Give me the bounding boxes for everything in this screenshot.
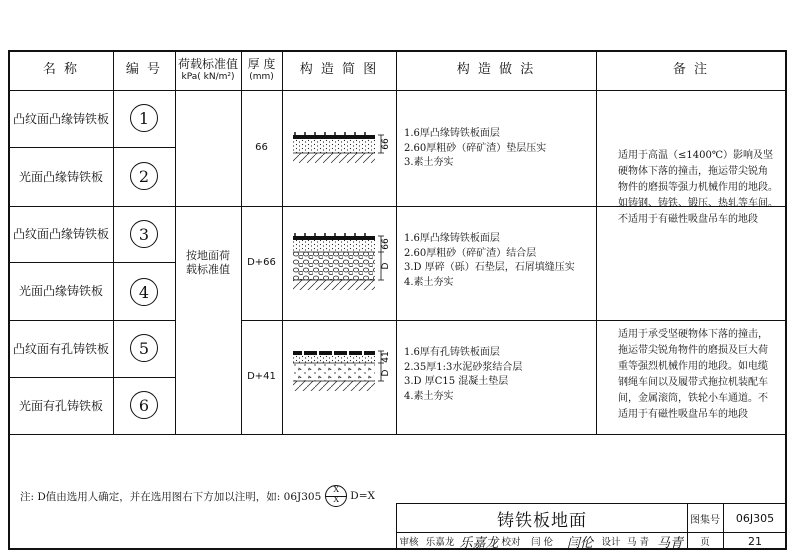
atlas-number: 06J305: [735, 511, 775, 525]
thickness-group-2: D+66: [247, 257, 276, 269]
sheet-title: 铸铁板地面: [497, 510, 587, 531]
index-symbol-bottom: X: [333, 495, 340, 504]
footnote-suffix: D=X: [350, 490, 375, 502]
method-line: 2.60厚粗砂（碎矿渣）结合层: [404, 247, 537, 259]
atlas-label: 图集号: [690, 514, 720, 526]
col-line: [396, 51, 397, 434]
diagram-group-1: [293, 132, 391, 163]
dim-label: D: [381, 369, 391, 377]
row-number-1: 1: [130, 104, 158, 132]
sand-layer: [293, 139, 375, 153]
col-line: [596, 51, 597, 434]
earth-layer: [293, 153, 375, 163]
footnote-text: 注: D值由选用人确定，并在选用图右下方加以注明，如: 06J305: [20, 490, 322, 503]
remark-1: [618, 148, 778, 228]
signature-row: [397, 532, 687, 550]
design-name: 马 青: [626, 537, 650, 548]
header-load-title: 荷载标准值: [177, 57, 238, 72]
remark-line: 不适用于有磁性吸盘吊车的地段: [618, 214, 758, 225]
diagram-group-2: [293, 233, 391, 290]
design-label: 设计: [601, 537, 621, 548]
method-line: 4.素土夯实: [404, 390, 454, 402]
row-number-4: 4: [130, 278, 158, 306]
index-symbol: [325, 485, 347, 507]
method-group-2: [404, 232, 575, 290]
header-number: 编 号: [125, 62, 163, 78]
remark-line: 适用于承受坚硬物体下落的撞击，: [618, 329, 768, 340]
header-thickness: [241, 51, 282, 90]
thickness-group-3: D+41: [247, 371, 276, 383]
remark-line: 适用于高温（≤1400℃）影响及坚: [618, 150, 774, 161]
page-number: 21: [748, 534, 762, 548]
method-line: 1.6厚凸缘铸铁板面层: [404, 128, 500, 139]
plate-studs: [295, 132, 365, 135]
row-name-6: 光面有孔铸铁板: [18, 398, 103, 413]
load-value-line: 载标准值: [186, 262, 230, 276]
sand-layer: [293, 240, 375, 252]
row-number-6: 6: [130, 391, 158, 419]
row-number-3: 3: [130, 220, 158, 248]
remark-line: 重等强烈机械作用的地段。如电缆: [618, 361, 768, 372]
title-block: [396, 503, 786, 549]
check-signature: 闫伦: [566, 535, 593, 551]
header-bottom-line: [9, 90, 786, 91]
earth-layer: [293, 381, 375, 391]
row-name-5: 凸纹面有孔铸铁板: [12, 341, 109, 356]
header-diagram: 构 造 简 图: [299, 62, 379, 78]
header-remark: 备 注: [672, 62, 710, 78]
method-group-1: [404, 127, 546, 171]
method-line: 3.D 厚碎（砾）石垫层，石屑填缝压实: [404, 262, 575, 273]
header-thickness-title: 厚 度: [247, 57, 276, 72]
dim-label: 66: [381, 138, 391, 150]
method-line: 2.60厚粗砂（碎矿渣）垫层压实: [404, 142, 547, 154]
table-bottom-line: [9, 434, 786, 435]
header-load: [175, 51, 241, 90]
method-line: 3.D 厚C15 混凝土垫层: [404, 376, 509, 387]
index-symbol-top: X: [333, 485, 340, 494]
remark-line: 拖运带尖锐角物件的磨损及巨大荷: [618, 345, 768, 356]
header-name: 名 称: [42, 62, 80, 78]
load-value-line: 按地面荷: [186, 248, 230, 262]
method-line: 2.35厚1:3水泥砂浆结合层: [404, 361, 523, 373]
construction-diagrams: [283, 91, 395, 433]
thickness-group-1: 66: [255, 142, 268, 154]
remark-2: [618, 327, 768, 423]
remark-line: 间，金属滚筒，铁轮小车通道。不: [618, 393, 768, 404]
load-value: [175, 91, 241, 434]
dim-label: 66: [381, 238, 391, 250]
row-number-5: 5: [130, 334, 158, 362]
earth-layer: [293, 280, 375, 290]
plate-layer: [293, 236, 375, 240]
drawing-frame: [8, 50, 787, 550]
dim-label: 41: [381, 351, 391, 363]
review-label: 审核: [399, 537, 419, 548]
plate-studs: [295, 233, 365, 236]
remark-line: 如铸钢、铸铁、锻压、热轧等车间。: [618, 198, 778, 209]
mortar-layer: [293, 355, 375, 363]
row-name-1: 凸纹面凸缘铸铁板: [12, 111, 109, 126]
col-line: [113, 51, 114, 434]
plate-layer: [293, 135, 375, 139]
dim-label: D: [381, 262, 391, 270]
gravel-layer: [293, 252, 375, 280]
method-line: 1.6厚有孔铸铁板面层: [404, 347, 500, 358]
page-label: 页: [700, 537, 710, 548]
footnote: [20, 485, 375, 507]
header-thickness-unit: (mm): [249, 72, 274, 83]
row-number-2: 2: [130, 162, 158, 190]
method-group-3: [404, 346, 522, 404]
design-signature: 马青: [656, 535, 683, 551]
diagram-group-3: [293, 351, 391, 391]
review-signature: 乐嘉龙: [459, 535, 499, 551]
check-label: 校对: [501, 537, 521, 548]
concrete-layer: [293, 363, 375, 381]
method-line: 1.6厚凸缘铸铁板面层: [404, 233, 500, 244]
header-method: 构 造 做 法: [456, 62, 536, 78]
check-name: 闫 伦: [530, 537, 554, 548]
remark-line: 物件的磨损等强力机械作用的地段。: [618, 182, 778, 193]
remark-line: 钢绳车间以及履带式拖拉机装配车: [618, 377, 768, 388]
row-name-4: 光面凸缘铸铁板: [18, 284, 103, 298]
method-line: 3.素土夯实: [404, 157, 454, 168]
row-name-3: 凸纹面凸缘铸铁板: [12, 227, 109, 241]
review-name: 乐嘉龙: [425, 537, 455, 548]
remark-line: 适用于有磁性吸盘吊车的地段: [618, 409, 748, 420]
method-line: 4.素土夯实: [404, 276, 454, 288]
row-name-2: 光面凸缘铸铁板: [18, 169, 103, 184]
header-load-unit: kPa( kN/m²): [181, 72, 235, 83]
remark-line: 硬物体下落的撞击，拖运带尖锐角: [618, 166, 768, 177]
